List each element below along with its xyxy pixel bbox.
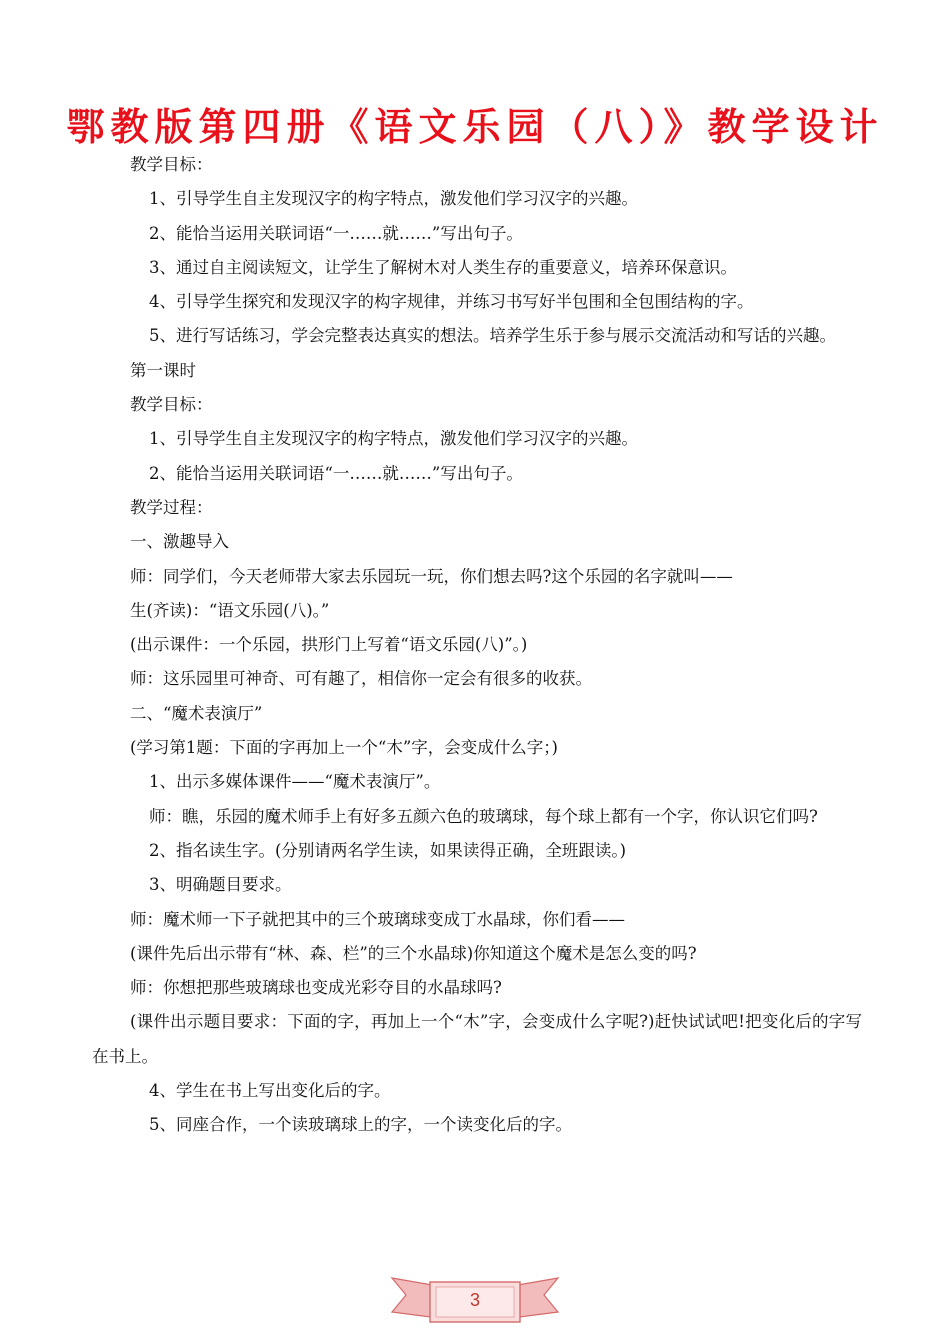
paragraph: 生(齐读)：“语文乐园(八)。”: [130, 600, 330, 620]
paragraph: 5、同座合作，一个读玻璃球上的字，一个读变化后的字。: [149, 1115, 572, 1135]
paragraph: 1、出示多媒体课件——“魔术表演厅”。: [149, 772, 441, 792]
paragraph: 1、引导学生自主发现汉字的构字特点，激发他们学习汉字的兴趣。: [149, 189, 638, 209]
section-heading: 二、“魔术表演厅”: [130, 703, 263, 723]
page-number: 3: [469, 1290, 480, 1310]
paragraph: 师：魔术师一下子就把其中的三个玻璃球变成丁水晶球，你们看——: [130, 909, 625, 929]
paragraph: 2、指名读生字。(分别请两名学生读，如果读得正确，全班跟读。): [149, 840, 627, 860]
paragraph: 教学目标：: [130, 395, 213, 415]
document-body: [92, 148, 862, 1143]
paragraph: 师：瞧，乐园的魔术师手上有好多五颜六色的玻璃球，每个球上都有一个字，你认识它们吗?: [149, 806, 818, 826]
paragraph: 3、通过自主阅读短文，让学生了解树木对人类生存的重要意义，培养环保意识。: [149, 257, 737, 277]
document-title: 鄂教版第四册《语文乐园（八）》教学设计: [66, 105, 884, 149]
paragraph: 1、引导学生自主发现汉字的构字特点，激发他们学习汉字的兴趣。: [149, 429, 638, 449]
paragraph: (课件先后出示带有“林、森、栏”的三个水晶球)你知道这个魔术是怎么变的吗?: [130, 943, 697, 963]
paragraph: 教学过程：: [130, 497, 213, 517]
paragraph: 教学目标：: [130, 155, 213, 174]
paragraph: 师：同学们，今天老师带大家去乐园玩一玩，你们想去吗?这个乐园的名字就叫——: [130, 566, 733, 586]
paragraph: 师：这乐园里可神奇、可有趣了，相信你一定会有很多的收获。: [130, 669, 592, 689]
paragraph: 2、能恰当运用关联词语“一……就……”写出句子。: [149, 223, 523, 243]
paragraph: 3、明确题目要求。: [149, 875, 292, 895]
section-heading: 第一课时: [130, 360, 196, 380]
paragraph: (学习第1题：下面的字再加上一个“木”字，会变成什么字；): [130, 738, 558, 758]
paragraph: 2、能恰当运用关联词语“一……就……”写出句子。: [149, 463, 523, 483]
paragraph: 4、学生在书上写出变化后的字。: [149, 1081, 391, 1101]
paragraph: 师：你想把那些玻璃球也变成光彩夺目的水晶球吗?: [130, 978, 502, 998]
page-number-badge: [390, 1272, 560, 1332]
paragraph: (出示课件：一个乐园，拱形门上写着“语文乐园(八)”。): [130, 635, 528, 655]
paragraph: (课件出示题目要求：下面的字，再加上一个“木”字，会变成什么字呢?)赶快试试吧!把变化后的字写在书上。: [92, 1012, 862, 1066]
paragraph: 5、进行写话练习，学会完整表达真实的想法。培养学生乐于参与展示交流活动和写话的兴趣。: [149, 326, 836, 346]
paragraph: 4、引导学生探究和发现汉字的构字规律，并练习书写好半包围和全包围结构的字。: [149, 292, 754, 312]
section-heading: 一、激趣导入: [130, 532, 229, 552]
